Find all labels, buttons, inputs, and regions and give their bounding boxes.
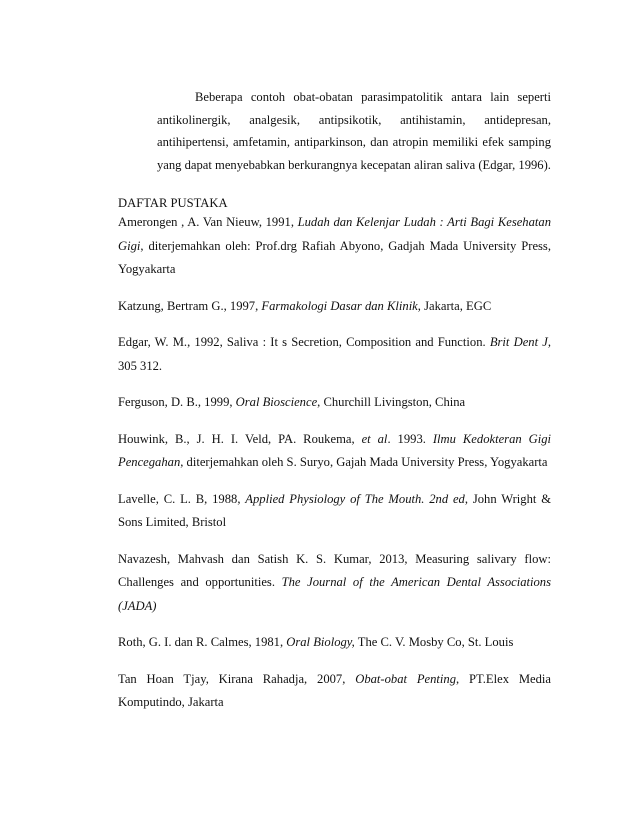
reference-entry: Amerongen , A. Van Nieuw, 1991, Ludah dan Kelenjar Ludah : Arti Bagi Kesehatan Gigi, diterjemahkan oleh: Prof.drg Rafiah Abyono, Gadjah Mada University Press, Yogyakarta <box>118 215 551 276</box>
reference-entry: Roth, G. I. dan R. Calmes, 1981, Oral Biology, The C. V. Mosby Co, St. Louis <box>118 635 514 649</box>
reference-entry: Edgar, W. M., 1992, Saliva : It s Secretion, Composition and Function. Brit Dent J, 305 312. <box>118 335 551 373</box>
reference-entry: Navazesh, Mahvash dan Satish K. S. Kumar, 2013, Measuring salivary flow: Challenges and opportunities. The Journal of the American Dental Associations (JADA) <box>118 551 552 613</box>
reference-entry: Katzung, Bertram G., 1997, Farmakologi Dasar dan Klinik, Jakarta, EGC <box>118 298 492 313</box>
reference-entry: Ferguson, D. B., 1999, Oral Bioscience, Churchill Livingston, China <box>118 395 466 409</box>
reference-list <box>118 211 551 728</box>
reference-entry: Lavelle, C. L. B, 1988, Applied Physiology of The Mouth. 2nd ed, John Wright & Sons Limited, Bristol <box>118 491 552 529</box>
reference-entry: Houwink, B., J. H. I. Veld, PA. Roukema, et al. 1993. Ilmu Kedokteran Gigi Pencegahan, diterjemahkan oleh S. Suryo, Gajah Mada University Press, Yogyakarta <box>118 431 552 469</box>
body-paragraph: Beberapa contoh obat-obatan parasimpatolitik antara lain seperti antikolinergik, analgesik, antipsikotik, antihistamin, antidepresan, antihipertensi, amfetamin, antiparkinson, dan atropin memiliki efek samping yang dapat menyebabkan berkurangnya kecepatan aliran saliva (Edgar, 1996). <box>157 90 551 172</box>
bibliography-heading: DAFTAR PUSTAKA <box>118 196 228 210</box>
reference-entry: Tan Hoan Tjay, Kirana Rahadja, 2007, Obat-obat Penting, PT.Elex Media Komputindo, Jakarta <box>118 671 552 709</box>
